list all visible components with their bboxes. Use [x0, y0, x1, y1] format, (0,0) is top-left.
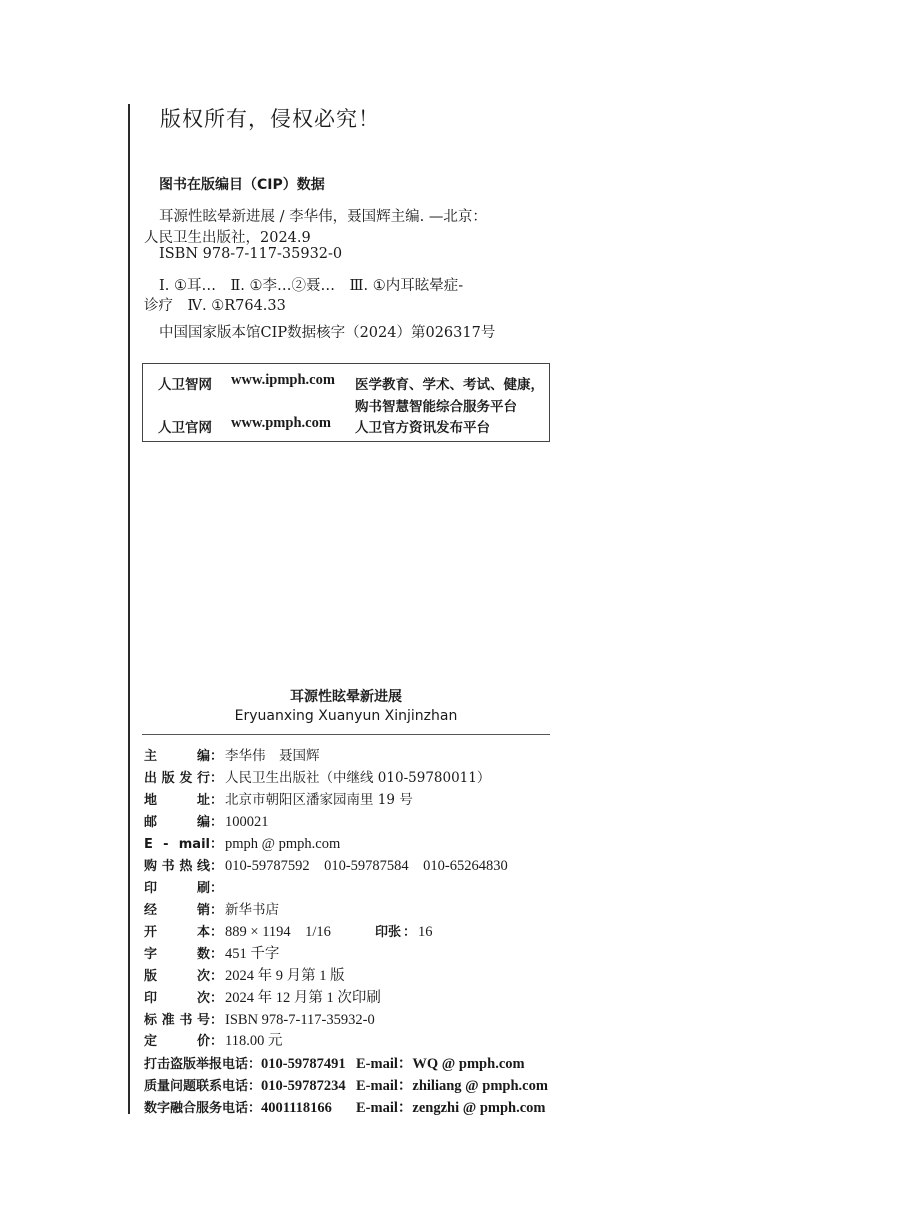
info-email: E - mail： pmph @ pmph.com	[144, 834, 340, 854]
book-title: 耳源性眩晕新进展	[290, 689, 402, 705]
piracy-hotline	[144, 1054, 525, 1074]
box-row1-desc2: 购书智慧智能综合服务平台	[355, 399, 517, 415]
cip-line-3: ISBN 978-7-117-35932-0	[159, 246, 343, 262]
hotline-email[interactable]: E-mail：WQ @ pmph.com	[356, 1056, 525, 1072]
info-value: 118.00 元	[225, 1033, 283, 1049]
info-value: 新华书店	[225, 902, 280, 918]
info-publisher: 出版发行： 人民卫生出版社（中继线 010-59780011）	[144, 768, 490, 788]
info-value[interactable]: pmph @ pmph.com	[225, 836, 341, 852]
info-value: 北京市朝阳区潘家园南里 19 号	[225, 792, 413, 808]
cip-line-2: 人民卫生出版社，2024.9	[144, 230, 311, 246]
info-sheets-label: 印张	[374, 925, 401, 940]
info-value: 100021	[225, 814, 269, 830]
info-edition: 版次： 2024 年 9 月第 1 版	[144, 966, 345, 986]
hotline-email[interactable]: E-mail：zengzhi @ pmph.com	[356, 1100, 546, 1116]
info-words: 字数： 451 千字	[144, 944, 279, 964]
box-row1-desc1: 医学教育、学术、考试、健康，	[355, 377, 544, 393]
info-hotline: 购书热线： 010-59787592 010-59787584 010-65264830	[144, 856, 508, 876]
hotline-phone: 010-59787491	[261, 1056, 346, 1072]
info-value: 889 × 1194 1/16	[225, 924, 331, 940]
info-value: 451 千字	[225, 946, 280, 962]
info-editor: 主编： 李华伟 聂国辉	[144, 746, 320, 766]
divider	[142, 734, 550, 735]
cip-line-4: Ⅰ. ①耳… Ⅱ. ①李…②聂… Ⅲ. ①内耳眩晕症-	[159, 278, 464, 294]
info-value: 010-59787592 010-59787584 010-65264830	[225, 858, 508, 874]
cip-title: 图书在版编目（CIP）数据	[159, 177, 325, 193]
info-isbn: 标准书号： ISBN 978-7-117-35932-0	[144, 1010, 375, 1030]
info-label: E - mail	[144, 837, 210, 852]
info-label: 地址	[144, 793, 210, 808]
info-label: 版次	[144, 969, 210, 984]
info-label: 邮编	[144, 815, 210, 830]
box-row2-url[interactable]: www.pmph.com	[231, 415, 331, 431]
info-label: 定价	[144, 1034, 210, 1049]
info-value: 2024 年 9 月第 1 版	[225, 968, 345, 984]
info-label: 出版发行	[144, 771, 210, 786]
copyright-notice: 版权所有，侵权必究！	[160, 107, 380, 131]
info-label: 标准书号	[144, 1013, 210, 1028]
info-postcode: 邮编： 100021	[144, 812, 269, 832]
box-row2-desc: 人卫官方资讯发布平台	[355, 420, 490, 436]
cip-line-6: 中国国家版本馆CIP数据核字（2024）第026317号	[159, 325, 496, 341]
info-label: 印刷	[144, 881, 210, 896]
box-row1-url[interactable]: www.ipmph.com	[231, 372, 335, 388]
digital-hotline	[144, 1098, 546, 1118]
info-label: 字数	[144, 947, 210, 962]
hotline-phone: 010-59787234	[261, 1078, 346, 1094]
hotline-label: 数字融合服务电话：	[144, 1101, 262, 1116]
info-format: 开本： 889 × 1194 1/16 印张 ： 16	[144, 922, 432, 942]
info-price: 定价： 118.00 元	[144, 1031, 282, 1051]
cip-line-5: 诊疗 Ⅳ. ①R764.33	[144, 298, 286, 314]
info-value: 李华伟 聂国辉	[225, 748, 320, 764]
info-label: 主编	[144, 749, 210, 764]
box-row2-name: 人卫官网	[158, 420, 212, 436]
box-row1-name: 人卫智网	[158, 377, 212, 393]
info-value: 2024 年 12 月第 1 次印刷	[225, 990, 381, 1006]
info-value: ISBN 978-7-117-35932-0	[225, 1012, 375, 1028]
quality-hotline	[144, 1076, 548, 1096]
info-printing: 印次： 2024 年 12 月第 1 次印刷	[144, 988, 381, 1008]
info-label: 购书热线	[144, 859, 210, 874]
info-print: 印刷：	[144, 878, 225, 898]
hotline-label: 质量问题联系电话：	[144, 1079, 262, 1094]
info-label: 印次	[144, 991, 210, 1006]
book-pinyin: Eryuanxing Xuanyun Xinjinzhan	[234, 708, 458, 724]
website-info-box	[142, 363, 550, 442]
info-address: 地址： 北京市朝阳区潘家园南里 19 号	[144, 790, 413, 810]
info-value: 人民卫生出版社（中继线 010-59780011）	[225, 770, 491, 786]
info-label: 开本	[144, 925, 210, 940]
hotline-email[interactable]: E-mail：zhiliang @ pmph.com	[356, 1078, 548, 1094]
cip-line-1: 耳源性眩晕新进展 / 李华伟，聂国辉主编. —北京：	[159, 209, 487, 225]
left-margin-rule	[128, 104, 130, 1114]
info-distributor: 经销： 新华书店	[144, 900, 279, 920]
info-label: 经销	[144, 903, 210, 918]
hotline-phone: 4001118166	[261, 1100, 332, 1116]
hotline-label: 打击盗版举报电话：	[144, 1057, 262, 1072]
info-sheets-value: 16	[417, 924, 433, 940]
